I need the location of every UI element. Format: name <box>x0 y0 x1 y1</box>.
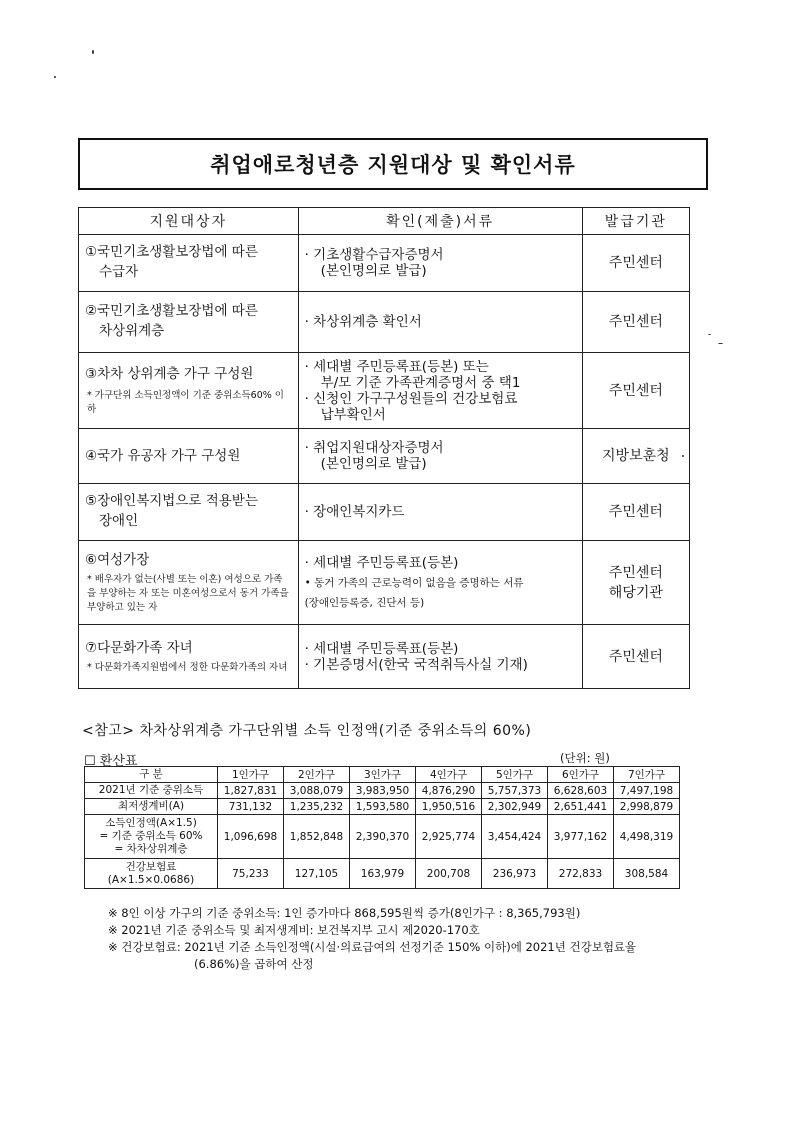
target-main: ④국가 유공자 가구 구성원 <box>85 448 241 464</box>
calc-cell: 3,983,950 <box>350 783 416 799</box>
issuer-line: 지방보훈청 <box>602 448 670 464</box>
calc-cell: 236,973 <box>482 859 548 889</box>
issuer-cell <box>582 353 689 429</box>
docs-cell <box>298 484 582 541</box>
target-note: * 배우자가 없는(사별 또는 이혼) 여성으로 가족을 부양하는 자 또는 미혼여성으로서 동거 가족을 부양하고 있는 자 <box>87 573 289 613</box>
eligibility-table <box>78 207 690 689</box>
calc-cell: 2,925,774 <box>416 815 482 859</box>
income-conversion-table <box>84 766 680 889</box>
issuer-cell <box>582 429 689 484</box>
doc-line: 납부확인서 <box>320 406 386 423</box>
calc-cell: 1,950,516 <box>416 799 482 815</box>
doc-line: · 차상위계층 확인서 <box>304 314 422 330</box>
calc-cell: 2,390,370 <box>350 815 416 859</box>
footnotes <box>108 905 636 973</box>
doc-line: · 기본증명서(한국 국적취득사실 기재) <box>304 656 528 673</box>
calc-cell: 7,497,198 <box>614 783 680 799</box>
target-note: * 다문화가족지원법에서 정한 다문화가족의 자녀 <box>87 661 288 673</box>
doc-line: (장애인등록증, 진단서 등) <box>304 596 425 609</box>
table-row <box>79 353 690 429</box>
calc-cell: 5,757,373 <box>482 783 548 799</box>
scan-speck <box>718 343 723 344</box>
reference-heading: <참고> 차차상위계층 가구단위별 소득 인정액(기준 중위소득의 60%) <box>82 723 532 739</box>
scan-speck <box>92 50 94 54</box>
table-row <box>79 235 690 292</box>
target-main: ⑦다문화가족 자녀 <box>85 639 193 656</box>
target-cell <box>79 235 299 292</box>
doc-line: · 장애인복지카드 <box>304 504 405 520</box>
doc-line: · 취업지원대상자증명서 <box>304 440 444 456</box>
calc-cell: 1,827,831 <box>218 783 284 799</box>
table-row <box>79 292 690 353</box>
calc-header-cell: 6인가구 <box>548 767 614 783</box>
calc-header-cell: 구 분 <box>85 767 218 783</box>
calc-header-cell: 1인가구 <box>218 767 284 783</box>
table-header-row <box>79 208 690 235</box>
issuer-cell <box>582 292 689 353</box>
target-cell <box>79 484 299 541</box>
target-cell <box>79 429 299 484</box>
calc-header-cell: 4인가구 <box>416 767 482 783</box>
calc-cell: 127,105 <box>284 859 350 889</box>
calc-row-label <box>85 859 218 889</box>
calc-cell: 3,454,424 <box>482 815 548 859</box>
scan-speck <box>708 334 711 335</box>
unit-label: (단위: 원) <box>560 751 610 765</box>
calc-cell: 2,651,441 <box>548 799 614 815</box>
calc-row <box>85 859 680 889</box>
calc-cell: 163,979 <box>350 859 416 889</box>
footnote: ※ 건강보험료: 2021년 기준 소득인정액(시설·의료급여의 선정기준 150% 이하)에 2021년 건강보험료율 <box>108 940 637 954</box>
header-target: 지원대상자 <box>79 208 299 235</box>
docs-cell <box>298 429 582 484</box>
doc-line: 부/모 기준 가족관계증명서 중 택1 <box>320 374 521 391</box>
calc-row <box>85 799 680 815</box>
target-note: * 가구단위 소득인정액이 기준 중위소득60% 이하 <box>87 389 284 415</box>
issuer-line: 주민센터 <box>608 648 663 665</box>
calc-cell: 2,998,879 <box>614 799 680 815</box>
target-main: ③차차 상위계층 가구 구성원 <box>85 365 254 382</box>
calc-cell: 6,628,603 <box>548 783 614 799</box>
calc-row-label-line: = 차차상위계층 <box>114 843 188 855</box>
calc-cell: 200,708 <box>416 859 482 889</box>
calc-header-cell: 3인가구 <box>350 767 416 783</box>
issuer-line: 주민센터 <box>608 255 663 271</box>
target-cell <box>79 541 299 625</box>
docs-cell <box>298 353 582 429</box>
target-cell <box>79 353 299 429</box>
calc-cell: 1,096,698 <box>218 815 284 859</box>
doc-line: (본인명의로 발급) <box>320 263 427 279</box>
calc-cell: 3,088,079 <box>284 783 350 799</box>
issuer-line: 주민센터 <box>608 314 663 330</box>
calc-header-cell: 2인가구 <box>284 767 350 783</box>
calc-cell: 75,233 <box>218 859 284 889</box>
calc-row-label <box>85 815 218 859</box>
calc-row-label-line: 2021년 기준 중위소득 <box>98 784 204 796</box>
header-issuer: 발급기관 <box>582 208 689 235</box>
footnote: ※ 8인 이상 가구의 기준 중위소득: 1인 증가마다 868,595원씩 증가(8인가구 : 8,365,793원) <box>108 906 581 920</box>
footnote: ※ 2021년 기준 중위소득 및 최저생계비: 보건복지부 고시 제2020-170호 <box>108 923 480 937</box>
calc-cell: 272,833 <box>548 859 614 889</box>
issuer-cell <box>582 625 689 689</box>
footnote: (6.86%)을 곱하여 산정 <box>194 957 314 971</box>
docs-cell <box>298 235 582 292</box>
target-main: ⑥여성가장 <box>85 551 150 568</box>
calc-cell: 308,584 <box>614 859 680 889</box>
calc-section-title: ☐ 환산표 <box>84 754 138 769</box>
page-title: 취업애로청년층 지원대상 및 확인서류 <box>210 153 576 177</box>
calc-row-label <box>85 783 218 799</box>
calc-row <box>85 815 680 859</box>
target-sub: 수급자 <box>99 264 139 280</box>
doc-line: (본인명의로 발급) <box>320 456 427 472</box>
docs-cell <box>298 292 582 353</box>
calc-row-label-line: = 기준 중위소득 60% <box>99 830 203 842</box>
target-sub: 장애인 <box>99 513 139 529</box>
calc-row <box>85 783 680 799</box>
table-row <box>79 541 690 625</box>
target-main: ⑤장애인복지법으로 적용받는 <box>85 493 258 509</box>
docs-cell <box>298 541 582 625</box>
table-row <box>79 625 690 689</box>
target-cell <box>79 292 299 353</box>
target-main: ②국민기초생활보장법에 따른 <box>85 303 258 319</box>
calc-cell: 4,498,319 <box>614 815 680 859</box>
calc-cell: 1,235,232 <box>284 799 350 815</box>
calc-cell: 2,302,949 <box>482 799 548 815</box>
issuer-line: 주민센터 <box>608 504 663 520</box>
calc-header-cell: 5인가구 <box>482 767 548 783</box>
scan-speck <box>54 76 56 78</box>
calc-row-label-line: 최저생계비(A) <box>117 800 185 812</box>
calc-header-row <box>85 767 680 783</box>
issuer-line: 주민센터 <box>608 564 663 581</box>
target-main: ①국민기초생활보장법에 따른 <box>85 244 258 260</box>
calc-cell: 1,852,848 <box>284 815 350 859</box>
calc-row-label-line: 소득인정액(A×1.5) <box>105 817 197 829</box>
target-sub: 차상위계층 <box>99 323 165 339</box>
issuer-line: 해당기관 <box>608 584 663 601</box>
doc-line: · 세대별 주민등록표(등본) <box>304 554 459 571</box>
calc-cell: 4,876,290 <box>416 783 482 799</box>
calc-row-label <box>85 799 218 815</box>
calc-row-label-line: 건강보험료 <box>125 860 177 873</box>
doc-line: · 세대별 주민등록표(등본) 또는 <box>304 358 489 375</box>
issuer-cell <box>582 541 689 625</box>
calc-cell: 1,593,580 <box>350 799 416 815</box>
calc-row-label-line: (A×1.5×0.0686) <box>107 873 195 886</box>
page-title-box <box>78 138 708 190</box>
issuer-cell <box>582 235 689 292</box>
table-row <box>79 484 690 541</box>
issuer-line: 주민센터 <box>608 382 663 399</box>
calc-cell: 3,977,162 <box>548 815 614 859</box>
doc-line: · 세대별 주민등록표(등본) <box>304 640 459 657</box>
doc-line: · 신청인 가구구성원들의 건강보험료 <box>304 390 518 407</box>
issuer-cell <box>582 484 689 541</box>
doc-line: • 동거 가족의 근로능력이 없음을 증명하는 서류 <box>304 576 524 589</box>
calc-cell: 731,132 <box>218 799 284 815</box>
docs-cell <box>298 625 582 689</box>
header-docs: 확인(제출)서류 <box>298 208 582 235</box>
doc-line: · 기초생활수급자증명서 <box>304 247 444 263</box>
target-cell <box>79 625 299 689</box>
calc-header-cell: 7인가구 <box>614 767 680 783</box>
table-row <box>79 429 690 484</box>
